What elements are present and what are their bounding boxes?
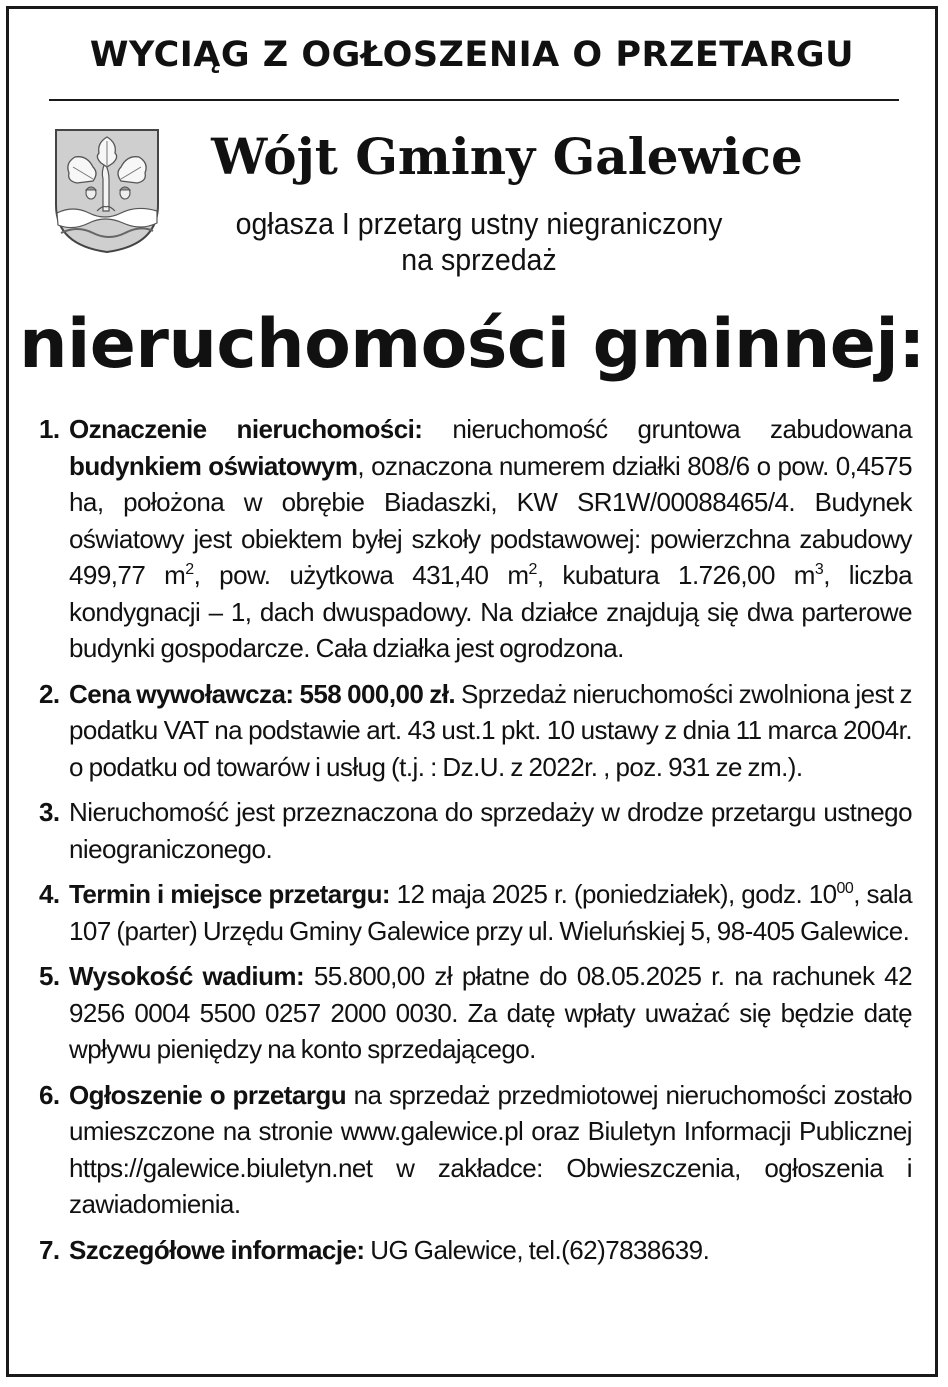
item-number: 2. <box>39 678 60 709</box>
item-text: nieruchomość gruntowa zabudowana <box>422 414 912 444</box>
item-text: 12 maja 2025 r. (poniedziałek), godz. 10 <box>390 879 837 909</box>
list-item <box>39 794 912 867</box>
superscript: 3 <box>814 561 824 578</box>
conditions-list <box>39 411 912 1277</box>
item-text: , pow. użytkowa 431,40 m <box>193 560 529 590</box>
item-heading: Termin i miejsce przetargu: <box>69 879 391 909</box>
item-number: 3. <box>39 797 60 827</box>
item-number: 5. <box>39 961 60 991</box>
list-item <box>39 958 912 1068</box>
superscript: 00 <box>836 880 854 897</box>
item-heading: Ogłoszenie o przetargu <box>69 1079 347 1110</box>
announcement-line-1: ogłasza I przetarg ustny niegraniczony <box>235 206 723 241</box>
list-item <box>39 876 912 949</box>
announcement-line-2: na sprzedaż <box>401 242 557 277</box>
superscript: 2 <box>185 561 194 578</box>
item-text: , liczba kondygnacji – 1, dach dwuspadowy. Na działce znajdują się dwa parterowe budynki gospodarcze. Cała działka jest ogrodzona. <box>69 560 912 663</box>
item-heading: Wysokość wadium: <box>69 961 305 991</box>
item-number: 6. <box>39 1079 60 1110</box>
item-heading: Szczegółowe informacje: <box>69 1234 365 1265</box>
item-emphasis: budynkiem oświatowym <box>69 450 358 481</box>
subject-title: nieruchomości gminnej: <box>19 305 925 384</box>
notice-header: WYCIĄG Z OGŁOSZENIA O PRZETARGU <box>89 35 855 75</box>
item-text: 55.800,00 zł płatne do 08.05.2025 r. na rachunek 42 9256 0004 5500 0257 2000 0030. Za datę wpłaty uważać się będzie datę wpływu pieniędzy na konto sprzedającego. <box>69 961 912 1064</box>
list-item <box>39 411 912 667</box>
item-number: 4. <box>39 879 60 909</box>
item-text: Nieruchomość jest przeznaczona do sprzedaży w drodze przetargu ustnego nieograniczonego. <box>69 797 912 864</box>
item-text: na sprzedaż przedmiotowej nieruchomości zostało umieszczone na stronie www.galewice.pl oraz Biuletyn Informacji Publicznej https://galewice.biuletyn.net w zakładce: Obwieszczenia, ogłoszenia i zawiadomienia. <box>69 1079 912 1219</box>
list-item <box>39 676 912 786</box>
item-heading: Cena wywoławcza: 558 000,00 zł. <box>69 678 456 709</box>
item-text: , oznaczona numerem działki 808/6 o pow. 0,4575 ha, położona w obrębie Biadaszki, KW SR1W/00088465/4. Budynek oświatowy jest obiektem byłej szkoły podstawowej: powierzchna zabudowy 499,77 m <box>69 450 912 590</box>
issuer-name: Wójt Gminy Galewice <box>211 127 803 186</box>
coat-of-arms-icon <box>53 127 161 255</box>
list-item <box>39 1232 912 1269</box>
list-item <box>39 1077 912 1223</box>
announcement-text <box>194 206 764 278</box>
item-text: , sala 107 (parter) Urzędu Gminy Galewice przy ul. Wieluńskiej 5, 98-405 Galewice. <box>69 879 912 946</box>
item-number: 7. <box>39 1234 60 1265</box>
announcement-frame <box>6 6 938 1377</box>
superscript: 2 <box>528 561 537 578</box>
item-text: UG Galewice, tel.(62)7838639. <box>364 1234 710 1265</box>
item-text: , kubatura 1.726,00 m <box>536 560 815 590</box>
header-divider <box>49 99 899 101</box>
item-text: Sprzedaż nieruchomości zwolniona jest z podatku VAT na podstawie art. 43 ust.1 pkt. 10 ustawy z dnia 11 marca 2004r. o podatku od towarów i usług (t.j. : Dz.U. z 2022r. , poz. 931 ze zm.). <box>69 678 912 782</box>
item-heading: Oznaczenie nieruchomości: <box>69 414 423 444</box>
item-number: 1. <box>39 414 60 444</box>
